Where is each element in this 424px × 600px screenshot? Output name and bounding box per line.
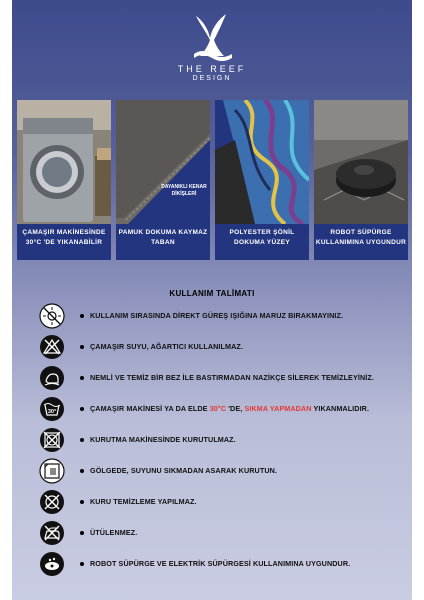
gentle-wipe-icon (39, 365, 65, 391)
instruction-text (90, 404, 369, 413)
bullet (80, 562, 84, 566)
instruction-text: KURUTMA MAKİNESİNDE KURUTULMAZ. (90, 435, 236, 444)
brand-subtitle: DESIGN (192, 75, 232, 82)
instruction-item (39, 427, 409, 455)
marble-rug-image (215, 100, 309, 224)
bullet (80, 407, 84, 411)
robot-vacuum-icon (39, 551, 65, 577)
feature-tile-surface (215, 100, 309, 260)
feature-tile-washing (17, 100, 111, 260)
text-part: YIKANMALIDIR. (311, 404, 370, 413)
instruction-item (39, 396, 409, 424)
instruction-item (39, 303, 409, 331)
bullet (80, 500, 84, 504)
instruction-item (39, 551, 409, 579)
no-bleach-icon (39, 334, 65, 360)
washing-machine-image (17, 100, 111, 224)
dry-in-shade-icon (39, 458, 65, 484)
bullet (80, 469, 84, 473)
no-dry-clean-icon (39, 489, 65, 515)
feature-label: PAMUK DOKUMA KAYMAZ TABAN (118, 229, 208, 246)
instruction-text: ROBOT SÜPÜRGE VE ELEKTRİK SÜPÜRGESİ KULLANIMINA UYGUNDUR. (90, 559, 351, 568)
no-tumble-dry-icon (39, 427, 65, 453)
instruction-text: ÇAMAŞIR SUYU, AĞARTICI KULLANILMAZ. (90, 342, 243, 351)
instruction-text: ÜTÜLENMEZ. (90, 528, 138, 537)
feature-label: ÇAMAŞIR MAKİNESİNDE 30°C 'DE YIKANABİLİR (22, 229, 106, 246)
instruction-item (39, 489, 409, 517)
wash-30-icon (39, 396, 65, 422)
no-spin-highlight: SIKMA YAPMADAN (244, 404, 312, 413)
text-part: 'DE, (226, 404, 245, 413)
instruction-item (39, 458, 409, 486)
product-info-card (12, 0, 412, 600)
bullet (80, 531, 84, 535)
feature-tile-robot (314, 100, 408, 260)
feature-tile-backing (116, 100, 210, 260)
instruction-text: NEMLİ VE TEMİZ BİR BEZ İLE BASTIRMADAN NAZİKÇE SİLEREK TEMİZLEYİNİZ. (90, 373, 374, 382)
feature-tiles (17, 100, 407, 260)
feature-label: ROBOT SÜPÜRGE KULLANIMINA UYGUNDUR (315, 229, 407, 246)
bullet (80, 314, 84, 318)
instructions-title: KULLANIM TALİMATI (169, 289, 255, 298)
text-part: ÇAMAŞIR MAKİNESİ YA DA ELDE (90, 404, 210, 413)
svg-text:30°: 30° (47, 409, 57, 415)
brand-name: THE REEF (177, 64, 247, 74)
instruction-item (39, 520, 409, 548)
instruction-text: GÖLGEDE, SUYUNU SIKMADAN ASARAK KURUTUN. (90, 466, 278, 475)
instruction-text: KULLANIM SIRASINDA DİREKT GÜREŞ IŞIĞINA MARUZ BIRAKMAYINIZ. (90, 311, 344, 320)
robot-vacuum-image (314, 100, 408, 224)
instruction-item (39, 334, 409, 362)
bullet (80, 345, 84, 349)
bullet (80, 438, 84, 442)
instruction-item (39, 365, 409, 393)
edge-stitch-label: DAYANIKLI KENAR DİKİŞLERİ (161, 184, 207, 197)
whale-tail-icon (188, 10, 236, 62)
temperature-highlight: 30°C (209, 404, 227, 413)
feature-label: POLYESTER ŞÖNİL DOKUMA YÜZEY (229, 229, 295, 246)
brand-logo (12, 10, 412, 82)
no-iron-icon (39, 520, 65, 546)
no-sunlight-icon (39, 303, 65, 329)
instruction-text: KURU TEMİZLEME YAPILMAZ. (90, 497, 197, 506)
bullet (80, 376, 84, 380)
rug-backing-image (116, 100, 210, 224)
